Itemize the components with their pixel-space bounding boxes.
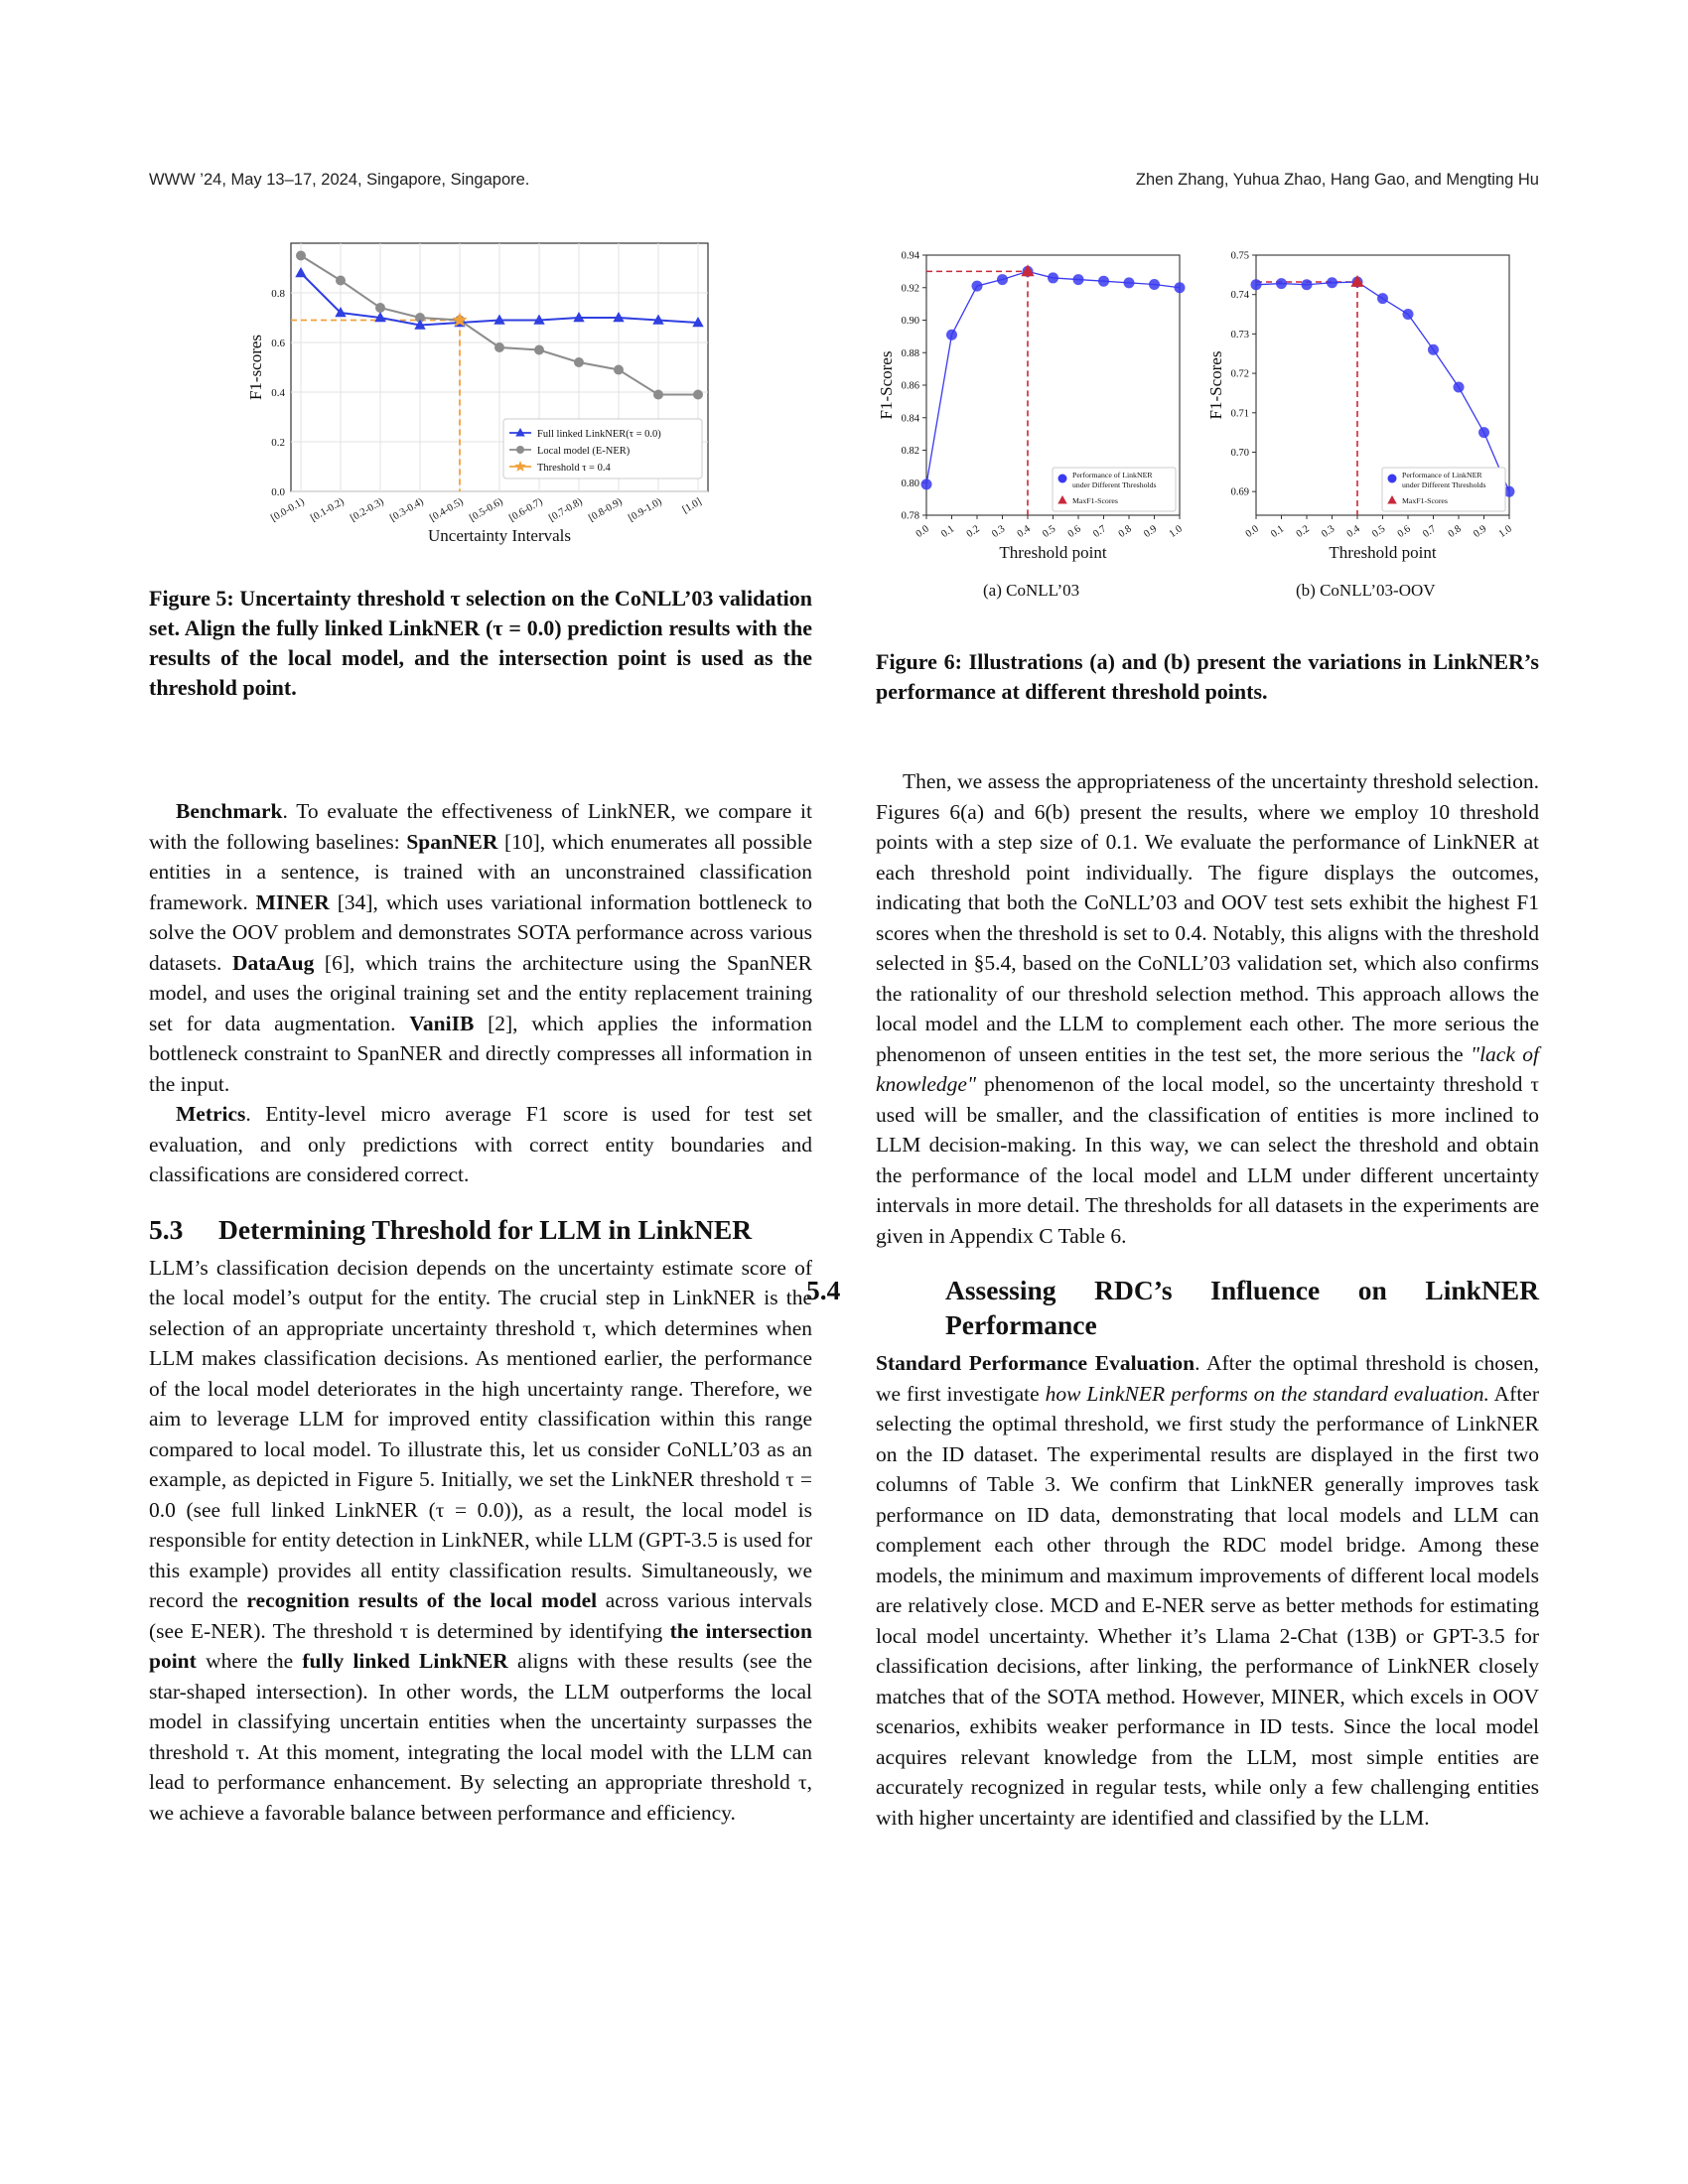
data-point <box>1403 309 1414 320</box>
y-tick-label: 0.86 <box>901 380 919 392</box>
data-point <box>1124 277 1135 288</box>
y-tick-label: 0.90 <box>901 316 919 327</box>
legend-label: Threshold τ = 0.4 <box>537 463 611 474</box>
x-tick-label: 0.5 <box>1041 523 1058 540</box>
y-tick-label: 0.2 <box>271 437 285 449</box>
figure-6a-chart <box>872 250 1199 568</box>
p53-text-3: where the <box>196 1649 303 1673</box>
benchmark-label: Benchmark <box>176 799 283 823</box>
data-point-circle <box>574 357 584 367</box>
left-column <box>149 796 812 1828</box>
x-tick-label: [0.3-0.4) <box>388 496 426 524</box>
data-point <box>1073 274 1084 285</box>
p53-text-2: across various intervals (see E-NER). The threshold τ is determined by identifying <box>149 1588 813 1643</box>
p53-bold-1: recognition results of the local model <box>246 1588 598 1612</box>
y-axis-label: F1-scores <box>246 334 265 401</box>
vaniib-name: VaniIB <box>409 1011 475 1035</box>
figure-5-chart <box>243 238 720 556</box>
dataaug-name: DataAug <box>231 950 315 975</box>
benchmark-text-4: [6], which trains the architecture using the SpanNER model, and uses the original training set and the entity replacement training set for data augmentation. <box>149 950 812 1035</box>
x-tick-label: [0.7-0.8) <box>547 496 585 524</box>
legend-label-line1: Performance of LinkNER <box>1402 471 1482 479</box>
x-tick-label: 0.4 <box>1344 523 1362 540</box>
x-tick-label: 0.4 <box>1015 523 1033 540</box>
x-tick-label: [1.0] <box>680 496 704 516</box>
standard-eval-text-1: . After the optimal threshold is chosen, we first investigate <box>876 1351 1539 1406</box>
section-5-3-number: 5.3 <box>149 1213 184 1245</box>
y-tick-label: 0.82 <box>901 446 919 457</box>
section-5-3-title: Determining Threshold for LLM in LinkNER <box>218 1213 753 1245</box>
y-axis-label: F1-Scores <box>877 350 896 420</box>
x-tick-label: [0.9-1.0) <box>627 496 664 524</box>
metrics-paragraph <box>149 1099 812 1190</box>
y-tick-label: 0.78 <box>901 510 919 522</box>
legend-circle <box>1058 475 1067 483</box>
y-tick-label: 0.71 <box>1230 408 1249 420</box>
benchmark-text-1: . To evaluate the effectiveness of LinkNER, we compare it with the following baselines: <box>149 799 812 854</box>
figure-6b <box>1201 250 1529 568</box>
x-tick-label: [0.8-0.9) <box>587 496 625 524</box>
data-point <box>1377 293 1388 304</box>
section-5-4-title: Assessing RDC’s Influence on LinkNER Performance <box>945 1275 1539 1340</box>
figure-5-caption: Figure 5: Uncertainty threshold τ selection on the CoNLL’03 validation set. Align the fully linked LinkNER (τ = 0.0) prediction results with the results of the local model, and the intersection point is used as the threshold point. <box>149 586 812 700</box>
x-tick-label: 0.8 <box>1446 523 1464 540</box>
benchmark-text-2: [10], which enumerates all possible entities in a sentence, is trained with an unconstrained classification framework. <box>149 829 812 914</box>
data-point-circle <box>534 345 544 355</box>
section-5-4-heading <box>806 1273 1539 1342</box>
x-tick-label: 0.6 <box>1065 523 1083 540</box>
data-point-circle <box>693 390 703 400</box>
benchmark-text-5: [2], which applies the information bottleneck constraint to SpanNER and directly compresses all information in the input. <box>149 1011 812 1096</box>
y-tick-label: 0.80 <box>901 478 919 489</box>
data-point <box>1428 344 1439 355</box>
metrics-text: . Entity-level micro average F1 score is used for test set evaluation, and only predictions with correct entity boundaries and classifications are considered correct. <box>149 1102 812 1186</box>
threshold-text-1: Then, we assess the appropriateness of the uncertainty threshold selection. Figures 6(a) and 6(b) present the results, where we employ 10 threshold points with a step size of 0.1. We evaluate the performance of LinkNER at each threshold point individually. The figure displays the outcomes, indicating that both the CoNLL’03 and OOV test sets exhibit the highest F1 scores when the threshold is set to 0.4. Notably, this aligns with the threshold selected in §5.4, based on the CoNLL’03 validation set, which also confirms the rationality of our threshold selection method. This approach allows the local model and the LLM to complement each other. The more serious the phenomenon of unseen entities in the test set, the more serious the <box>876 769 1539 1066</box>
p53-bold-3: fully linked LinkNER <box>302 1649 508 1673</box>
x-tick-label: 0.8 <box>1116 523 1134 540</box>
y-tick-label: 0.92 <box>901 283 919 295</box>
data-point <box>1048 272 1058 283</box>
x-tick-label: [0.6-0.7) <box>507 496 545 524</box>
x-axis-label: Threshold point <box>1329 543 1437 562</box>
data-point <box>946 330 957 341</box>
x-tick-label: [0.0-0.1) <box>269 496 307 524</box>
x-axis-label: Uncertainty Intervals <box>428 526 571 545</box>
threshold-italic: "lack of knowledge" <box>876 1041 1539 1096</box>
figure-6a-subcaption: (a) CoNLL’03 <box>983 581 1080 600</box>
x-tick-label: 0.3 <box>1320 523 1337 540</box>
data-point <box>1251 279 1262 290</box>
figure-5 <box>243 238 720 556</box>
data-point-circle <box>614 365 624 375</box>
y-tick-label: 0.70 <box>1230 447 1249 459</box>
figure-6b-chart <box>1201 250 1529 568</box>
data-point <box>921 478 932 489</box>
data-point <box>972 281 983 292</box>
right-column <box>806 766 1539 1833</box>
miner-name: MINER <box>255 889 330 914</box>
y-tick-label: 0.94 <box>901 250 919 262</box>
section-5-3-heading <box>149 1212 812 1247</box>
running-header-left: WWW ’24, May 13–17, 2024, Singapore, Singapore. <box>149 171 530 189</box>
y-tick-label: 0.74 <box>1230 290 1249 302</box>
data-point-circle <box>336 276 346 286</box>
legend-label-max: MaxF1-Scores <box>1072 496 1118 505</box>
x-tick-label: [0.4-0.5) <box>428 496 466 524</box>
figure-6b-subcaption: (b) CoNLL’03-OOV <box>1296 581 1436 600</box>
x-tick-label: 0.0 <box>1243 523 1261 540</box>
data-point-circle <box>375 303 385 313</box>
data-point <box>1478 427 1489 438</box>
p53-text-1: LLM’s classification decision depends on the uncertainty estimate score of the local model’s output for the entity. The crucial step in LinkNER is the selection of an appropriate uncertainty threshold τ, which determines when LLM makes classification decisions. As mentioned earlier, the performance of the local model deteriorates in the high uncertainty range. Therefore, we aim to leverage LLM for improved entity classification within this range compared to local model. To illustrate this, let us consider CoNLL’03 as an example, as depicted in Figure 5. Initially, we set the LinkNER threshold τ = 0.0 (see full linked LinkNER (τ = 0.0)), as a result, the local model is responsible for entity detection in LinkNER, while LLM (GPT-3.5 is used for this example) provides all entity classification results. Simultaneously, we record the <box>149 1255 812 1612</box>
x-tick-label: 0.2 <box>964 523 982 540</box>
standard-eval-italic: how LinkNER performs on the standard evaluation. <box>1045 1381 1489 1406</box>
x-tick-label: 0.3 <box>990 523 1008 540</box>
p53-bold-2: the intersection point <box>149 1618 812 1673</box>
legend-label-line2: under Different Thresholds <box>1072 480 1157 489</box>
data-point <box>1098 276 1109 287</box>
x-tick-label: [0.2-0.3) <box>349 496 386 524</box>
legend-circle <box>516 446 524 454</box>
data-point-circle <box>653 390 663 400</box>
legend-label: Full linked LinkNER(τ = 0.0) <box>537 429 661 440</box>
section-5-3-paragraph <box>149 1253 812 1829</box>
x-tick-label: 0.6 <box>1395 523 1413 540</box>
y-tick-label: 0.4 <box>271 387 285 399</box>
threshold-paragraph <box>876 766 1539 1251</box>
threshold-text-2: phenomenon of the local model, so the uncertainty threshold τ used will be smaller, and the classification of entities is more inclined to LLM decision-making. In this way, we can select the threshold and obtain the performance of the local model and LLM under different uncertainty intervals in more detail. The thresholds for all datasets in the experiments are given in Appendix C Table 6. <box>876 1072 1539 1248</box>
running-header-right: Zhen Zhang, Yuhua Zhao, Hang Gao, and Mengting Hu <box>1135 171 1539 189</box>
x-tick-label: 0.7 <box>1091 523 1109 540</box>
standard-eval-text-2: After selecting the optimal threshold, we first study the performance of LinkNER on the ID dataset. The experimental results are displayed in the first two columns of Table 3. We confirm that LinkNER generally improves task performance on ID data, demonstrating that local models and LLM can complement each other through the RDC model bridge. Among these models, the minimum and maximum improvements of different local models are relatively close. MCD and E-NER serve as better methods for estimating local model uncertainty. Whether it’s Llama 2-Chat (13B) or GPT-3.5 for classification decisions, after linking, the performance of LinkNER closely matches that of the SOTA method. However, MINER, which excels in OOV scenarios, exhibits weaker performance in ID tests. Since the local model acquires relevant knowledge from the LLM, most simple entities are accurately recognized in regular tests, while only a few challenging entities with higher uncertainty are identified and classified by the LLM. <box>876 1381 1539 1830</box>
figure-6-caption: Figure 6: Illustrations (a) and (b) present the variations in LinkNER’s performance at different threshold points. <box>876 649 1539 704</box>
x-axis-label: Threshold point <box>999 543 1107 562</box>
x-tick-label: 0.1 <box>1269 523 1287 540</box>
spanner-name: SpanNER <box>406 829 498 854</box>
legend-label-line2: under Different Thresholds <box>1402 480 1486 489</box>
x-tick-label: 0.7 <box>1421 523 1439 540</box>
x-tick-label: [0.5-0.6) <box>468 496 505 524</box>
data-point <box>1149 279 1160 290</box>
legend-circle <box>1388 475 1397 483</box>
x-tick-label: 0.9 <box>1142 523 1160 540</box>
data-point <box>1454 381 1465 392</box>
x-tick-label: [0.1-0.2) <box>309 496 347 524</box>
x-tick-label: 1.0 <box>1167 523 1185 540</box>
data-point <box>1276 278 1287 289</box>
p53-text-4: aligns with these results (see the star-shaped intersection). In other words, the LLM outperforms the local model in classifying uncertain entities when the uncertainty surpasses the threshold τ. At this moment, integrating the local model with the LLM can lead to performance enhancement. By selecting an appropriate threshold τ, we achieve a favorable balance between performance and efficiency. <box>149 1649 812 1825</box>
y-tick-label: 0.72 <box>1230 368 1249 380</box>
x-tick-label: 0.9 <box>1472 523 1489 540</box>
x-tick-label: 0.2 <box>1294 523 1312 540</box>
y-axis-label: F1-Scores <box>1206 350 1225 420</box>
x-tick-label: 0.1 <box>939 523 957 540</box>
data-point <box>997 274 1008 285</box>
metrics-label: Metrics <box>176 1102 246 1126</box>
data-point <box>1327 277 1337 288</box>
y-tick-label: 0.75 <box>1230 250 1249 262</box>
y-tick-label: 0.8 <box>271 288 285 300</box>
y-tick-label: 0.69 <box>1230 486 1249 498</box>
figure-6a <box>872 250 1199 568</box>
data-point <box>1175 282 1186 293</box>
standard-eval-label: Standard Performance Evaluation <box>876 1351 1196 1375</box>
y-tick-label: 0.73 <box>1230 329 1249 341</box>
data-point <box>1302 279 1313 290</box>
y-tick-label: 0.88 <box>901 347 919 359</box>
x-tick-label: 0.5 <box>1370 523 1388 540</box>
legend-label-max: MaxF1-Scores <box>1402 496 1448 505</box>
benchmark-text-3: [34], which uses variational information bottleneck to solve the OOV problem and demonstrates SOTA performance across various datasets. <box>149 889 812 975</box>
benchmark-paragraph <box>149 796 812 1099</box>
data-point-circle <box>494 342 504 352</box>
y-tick-label: 0.84 <box>901 413 919 425</box>
x-tick-label: 1.0 <box>1496 523 1514 540</box>
data-point-circle <box>296 251 306 261</box>
standard-eval-paragraph <box>876 1348 1539 1833</box>
x-tick-label: 0.0 <box>914 523 931 540</box>
legend-label-line1: Performance of LinkNER <box>1072 471 1153 479</box>
section-5-4-number: 5.4 <box>806 1275 841 1305</box>
y-tick-label: 0.0 <box>271 486 285 498</box>
legend-label: Local model (E-NER) <box>537 446 631 457</box>
y-tick-label: 0.6 <box>271 338 285 349</box>
